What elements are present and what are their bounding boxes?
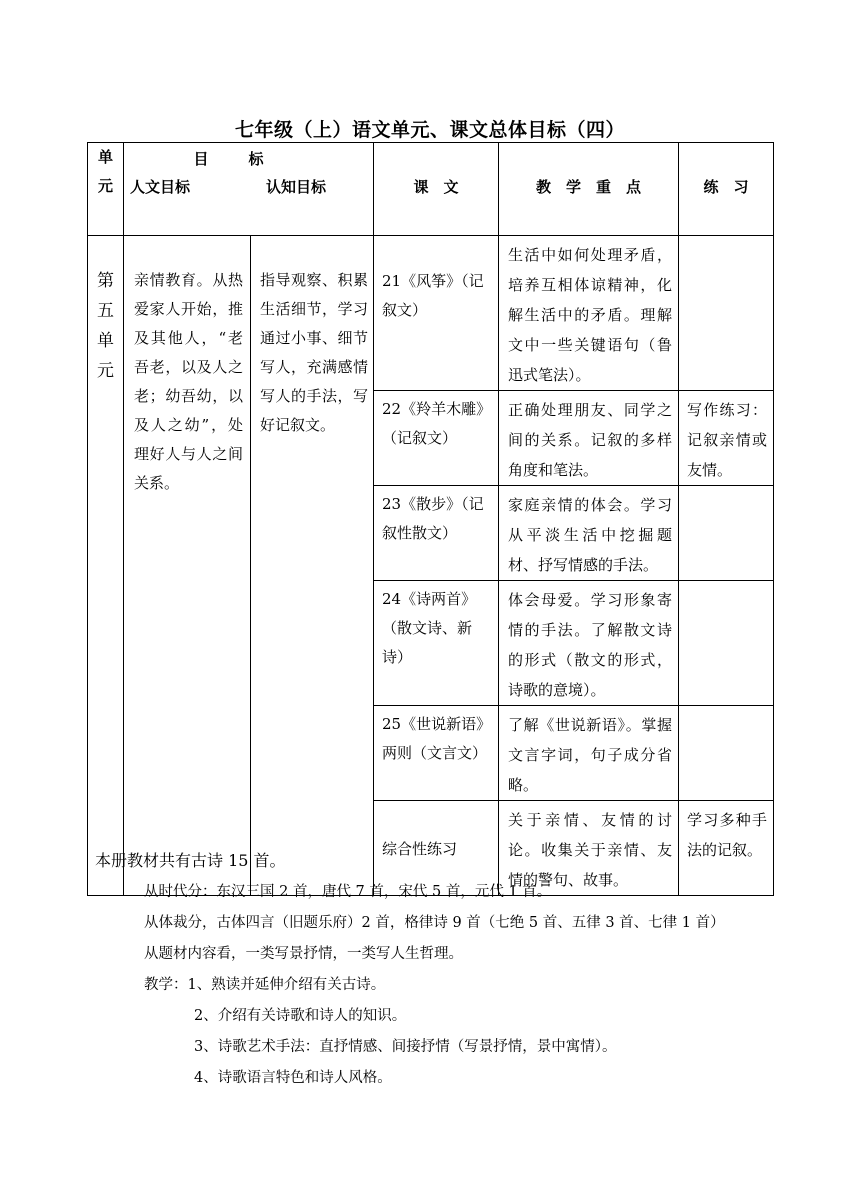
practice-cell: [679, 706, 774, 801]
notes-intro: 本册教材共有古诗 15 首。: [95, 851, 286, 870]
notes-by-theme: 从题材内容看，一类写景抒情，一类写人生哲理。: [144, 946, 463, 962]
notes-teaching-4: 4、诗歌语言特色和诗人风格。: [194, 1070, 392, 1086]
header-row: [88, 143, 774, 236]
practice-cell: [679, 236, 774, 391]
header-focus: 教 学 重 点: [499, 143, 679, 236]
header-target-label: 目标: [193, 150, 304, 168]
practice-cell: [679, 486, 774, 581]
cognitive-goal: 指导观察、积累生活细节，学习通过小事、细节写人，充满感情写人的手法，写好记叙文。: [251, 236, 374, 896]
practice-cell: 学习多种手法的记叙。: [679, 801, 774, 896]
header-target: [124, 143, 374, 236]
focus-cell: 了解《世说新语》。掌握文言字词，句子成分省略。: [499, 706, 679, 801]
focus-cell: 家庭亲情的体会。学习从平淡生活中挖掘题材、抒写情感的手法。: [499, 486, 679, 581]
unit-goals-table: [87, 142, 774, 896]
notes-teaching-3: 3、诗歌艺术手法：直抒情感、间接抒情（写景抒情，景中寓情）。: [194, 1039, 617, 1055]
header-lesson: 课 文: [374, 143, 499, 236]
lesson-cell: 25《世说新语》两则（文言文）: [374, 706, 499, 801]
lesson-cell: 23《散步》（记叙性散文）: [374, 486, 499, 581]
focus-cell: 关于亲情、友情的讨论。收集关于亲情、友情的警句、故事。: [499, 801, 679, 896]
notes-teaching-2: 2、介绍有关诗歌和诗人的知识。: [194, 1008, 407, 1024]
focus-cell: 体会母爱。学习形象寄情的手法。了解散文诗的形式（散文的形式，诗歌的意境）。: [499, 581, 679, 706]
table-row: [88, 236, 774, 391]
header-unit-char-1: 单: [97, 148, 113, 166]
header-practice: 练 习: [679, 143, 774, 236]
humanistic-goal: 亲情教育。从热爱家人开始，推及其他人，“老吾老，以及人之老；幼吾幼，以及人之幼”，处理好人与人之间关系。: [124, 236, 251, 896]
lesson-cell: 22《羚羊木雕》（记叙文）: [374, 391, 499, 486]
lesson-cell: 24《诗两首》（散文诗、新诗）: [374, 581, 499, 706]
header-unit: [88, 143, 124, 236]
notes-by-form: 从体裁分，古体四言（旧题乐府）2 首，格律诗 9 首（七绝 5 首、五律 3 首、七律 1 首）: [144, 915, 725, 931]
lesson-cell: 综合性练习: [374, 801, 499, 896]
unit-label: 第 五 单 元: [88, 236, 124, 896]
practice-cell: 写作练习：记叙亲情或友情。: [679, 391, 774, 486]
notes-teaching-1: 教学：1、熟读并延伸介绍有关古诗。: [144, 977, 386, 993]
page-title: 七年级（上）语文单元、课文总体目标（四）: [234, 119, 625, 141]
lesson-cell: 21《风筝》（记叙文）: [374, 236, 499, 391]
notes-by-era: 从时代分：东汉三国 2 首，唐代 7 首，宋代 5 首，元代 1 首。: [144, 884, 552, 900]
header-unit-char-2: 元: [97, 177, 113, 195]
focus-cell: 正确处理朋友、同学之间的关系。记叙的多样角度和笔法。: [499, 391, 679, 486]
header-cognitive: 认知目标: [266, 178, 327, 196]
header-humanistic: 人文目标: [130, 178, 191, 196]
practice-cell: [679, 581, 774, 706]
focus-cell: 生活中如何处理矛盾，培养互相体谅精神，化解生活中的矛盾。理解文中一些关键语句（鲁迅式笔法）。: [499, 236, 679, 391]
